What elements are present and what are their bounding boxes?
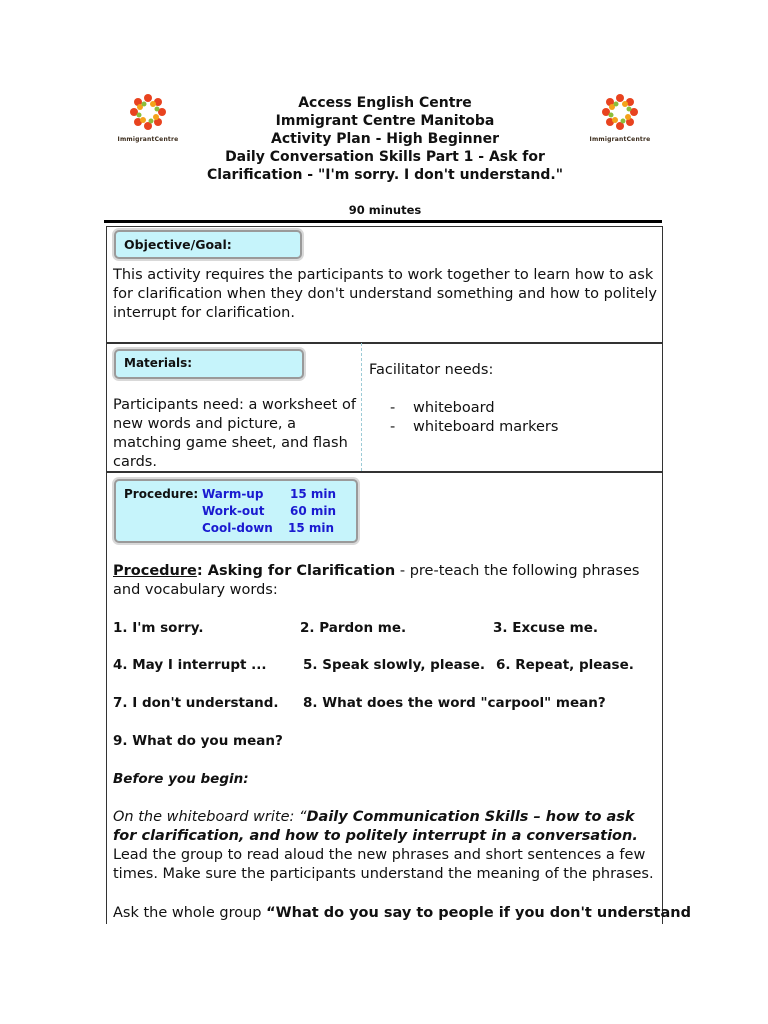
- header-divider: [104, 220, 662, 223]
- materials-column-divider: [361, 343, 362, 471]
- title-line-2: Immigrant Centre Manitoba: [275, 113, 495, 129]
- procedure-colon: :: [196, 563, 203, 579]
- logo-caption-right: ImmigrantCentre: [589, 136, 651, 143]
- procedure-timing-row: [124, 503, 356, 520]
- phrase-item: 3. Excuse me.: [493, 620, 599, 636]
- procedure-subheading: Asking for Clarification: [202, 563, 396, 579]
- whiteboard-rest-text: Lead the group to read aloud the new phrases and short sentences a few times. Make sure the participants understand the meaning of the phrases.: [113, 847, 654, 882]
- phrase-item: 9. What do you mean?: [113, 733, 283, 749]
- procedure-timing-row: [124, 486, 356, 503]
- procedure-heading: Procedure: [113, 563, 197, 579]
- facilitator-item-label: whiteboard markers: [413, 419, 559, 435]
- title-line-3: Activity Plan - High Beginner: [271, 131, 499, 147]
- procedure-timing-box: [114, 479, 358, 543]
- objective-text: This activity requires the participants to work together to learn how to ask for clarification when they don't understand something and how to politely interrupt for clarification.: [113, 267, 658, 321]
- phase-name: Cool-down: [202, 521, 273, 535]
- phrase-item: 8. What does the word "carpool" mean?: [303, 695, 606, 711]
- materials-label: Materials:: [114, 349, 304, 379]
- phrase-item: 4. May I interrupt ...: [113, 657, 267, 673]
- whiteboard-instructions: [113, 808, 658, 884]
- phase-time: 15 min: [288, 521, 335, 535]
- whiteboard-bold-text: Daily Communication Skills – how to ask for clarification, and how to politely interrupt in a conversation.: [113, 809, 638, 844]
- flower-logo-icon: [110, 92, 186, 138]
- title-line-1: Access English Centre: [298, 95, 472, 111]
- phrase-item: 7. I don't understand.: [113, 695, 279, 711]
- facilitator-needs-heading: Facilitator needs:: [369, 362, 494, 378]
- whiteboard-intro: On the whiteboard write: “: [113, 809, 307, 825]
- phrase-item: 1. I'm sorry.: [113, 620, 204, 636]
- before-you-begin-heading: Before you begin:: [113, 771, 249, 787]
- procedure-timing-row: [124, 520, 356, 537]
- ask-intro: Ask the whole group: [113, 905, 267, 921]
- phase-name: Warm-up: [202, 487, 264, 501]
- facilitator-item: - whiteboard markers: [390, 419, 559, 435]
- procedure-intro-text: - pre-teach the following phrases and vocabulary words:: [113, 563, 640, 598]
- phrase-item: 5. Speak slowly, please.: [303, 657, 486, 673]
- ask-group-text: [113, 904, 691, 923]
- participants-need-text: Participants need: a worksheet of new words and picture, a matching game sheet, and flash cards.: [113, 397, 356, 470]
- flower-logo-icon: [582, 92, 658, 138]
- immigrant-centre-logo-left: [110, 92, 186, 152]
- phase-name: Work-out: [202, 504, 265, 518]
- phase-time: 15 min: [290, 487, 337, 501]
- phrase-item: 6. Repeat, please.: [496, 657, 634, 673]
- phase-time: 60 min: [290, 504, 337, 518]
- phrase-item: 2. Pardon me.: [300, 620, 407, 636]
- immigrant-centre-logo-right: [582, 92, 658, 152]
- logo-caption-left: ImmigrantCentre: [117, 136, 179, 143]
- duration-label: 90 minutes: [348, 203, 422, 217]
- title-line-5: Clarification - "I'm sorry. I don't understand.": [207, 167, 563, 183]
- document-title: [200, 94, 570, 184]
- facilitator-item: - whiteboard: [390, 400, 495, 416]
- procedure-intro: [113, 562, 658, 600]
- procedure-label: Procedure:: [124, 487, 199, 501]
- objective-label: Objective/Goal:: [114, 230, 302, 259]
- ask-bold: “What do you say to people if you don't understand: [266, 905, 691, 921]
- facilitator-item-label: whiteboard: [413, 400, 495, 416]
- title-line-4: Daily Conversation Skills Part 1 - Ask for: [225, 149, 545, 165]
